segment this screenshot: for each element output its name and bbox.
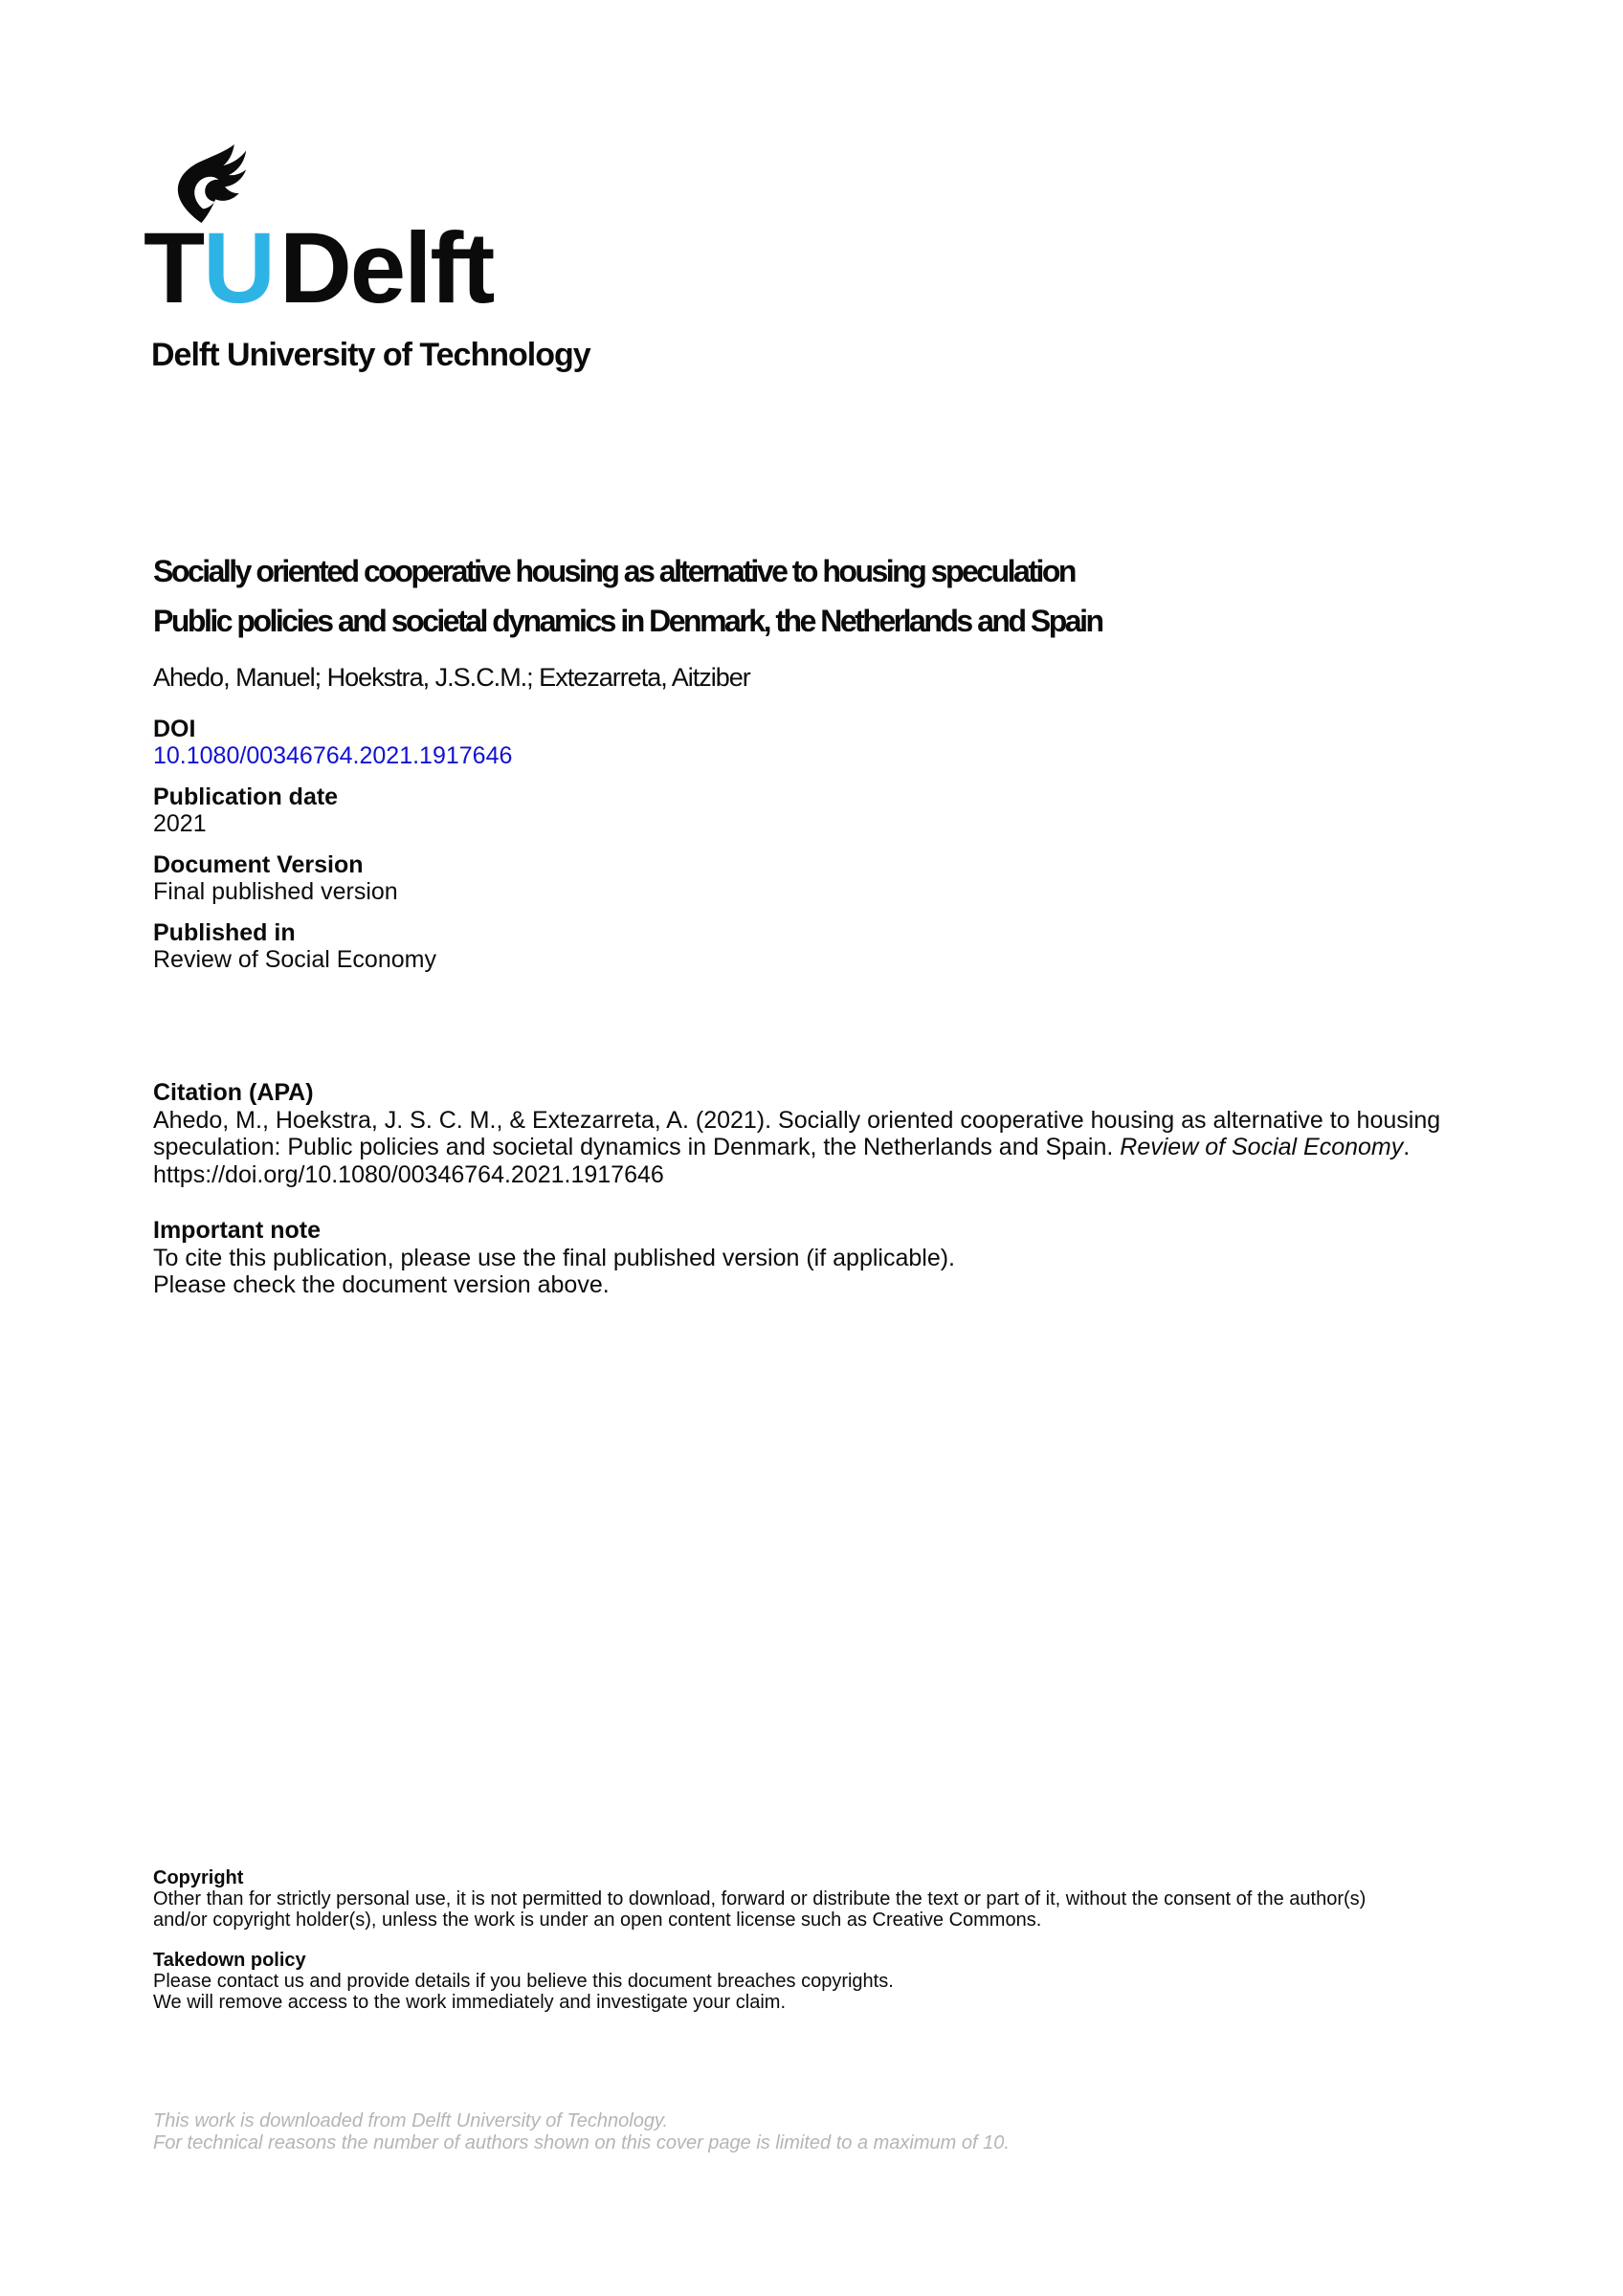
citation-text <box>153 1107 1502 1189</box>
title-block <box>153 546 1102 646</box>
copyright-section <box>153 1867 1397 1931</box>
metadata-section <box>153 716 512 987</box>
footer-note-line2: For technical reasons the number of authors shown on this cover page is limited to a maximum of 10. <box>153 2132 1010 2153</box>
important-note-heading: Important note <box>153 1217 321 1244</box>
publication-date-label: Publication date <box>153 784 339 810</box>
publication-date-value: 2021 <box>153 810 207 837</box>
copyright-heading: Copyright <box>153 1867 244 1888</box>
document-version-label: Document Version <box>153 851 364 878</box>
university-name: Delft University of Technology <box>151 337 590 373</box>
takedown-section <box>153 1950 894 2013</box>
takedown-heading: Takedown policy <box>153 1950 306 1971</box>
copyright-text: Other than for strictly personal use, it is not permitted to download, forward or distribute the text or part of it, without the consent of the author(s) and/or copyright holder(s), unless the work is under an open content license such as Creative Commons. <box>153 1888 1367 1931</box>
paper-subtitle: Public policies and societal dynamics in Denmark, the Netherlands and Spain <box>153 604 1102 638</box>
citation-text-after: . https://doi.org/10.1080/00346764.2021.1917646 <box>153 1134 1411 1188</box>
citation-heading: Citation (APA) <box>153 1079 314 1106</box>
doi-group <box>153 716 512 769</box>
logo-letter-u: U <box>203 212 274 324</box>
footer-note-line1: This work is downloaded from Delft University of Technology. <box>153 2110 669 2131</box>
logo-letter-t: T <box>144 212 204 324</box>
tu-delft-wordmark <box>144 212 494 324</box>
logo-delft: Delft <box>278 212 494 324</box>
document-version-value: Final published version <box>153 878 398 905</box>
citation-text-before: Ahedo, M., Hoekstra, J. S. C. M., & Extezarreta, A. (2021). Socially oriented cooperative housing as alternative to housing speculation: Public policies and societal dynamics in Denmark, the Netherlands and Spain. <box>153 1106 1441 1160</box>
doi-label: DOI <box>153 716 196 742</box>
paper-authors: Ahedo, Manuel; Hoekstra, J.S.C.M.; Extezarreta, Aitziber <box>153 663 750 692</box>
doi-link[interactable]: 10.1080/00346764.2021.1917646 <box>153 742 513 769</box>
citation-section <box>153 1079 1502 1188</box>
takedown-line1: Please contact us and provide details if you believe this document breaches copyrights. <box>153 1971 894 1992</box>
important-note-line1: To cite this publication, please use the final published version (if applicable). <box>153 1244 955 1271</box>
published-in-label: Published in <box>153 919 296 946</box>
paper-title: Socially oriented cooperative housing as alternative to housing speculation <box>153 554 1075 588</box>
important-note-section <box>153 1217 955 1299</box>
published-in-group <box>153 919 512 973</box>
published-in-value: Review of Social Economy <box>153 946 436 973</box>
footer-note <box>153 2110 1010 2154</box>
takedown-line2: We will remove access to the work immediately and investigate your claim. <box>153 1992 786 2013</box>
publication-date-group <box>153 784 512 837</box>
important-note-line2: Please check the document version above. <box>153 1271 610 1298</box>
citation-journal-italic: Review of Social Economy <box>1120 1134 1404 1160</box>
document-version-group <box>153 851 512 905</box>
